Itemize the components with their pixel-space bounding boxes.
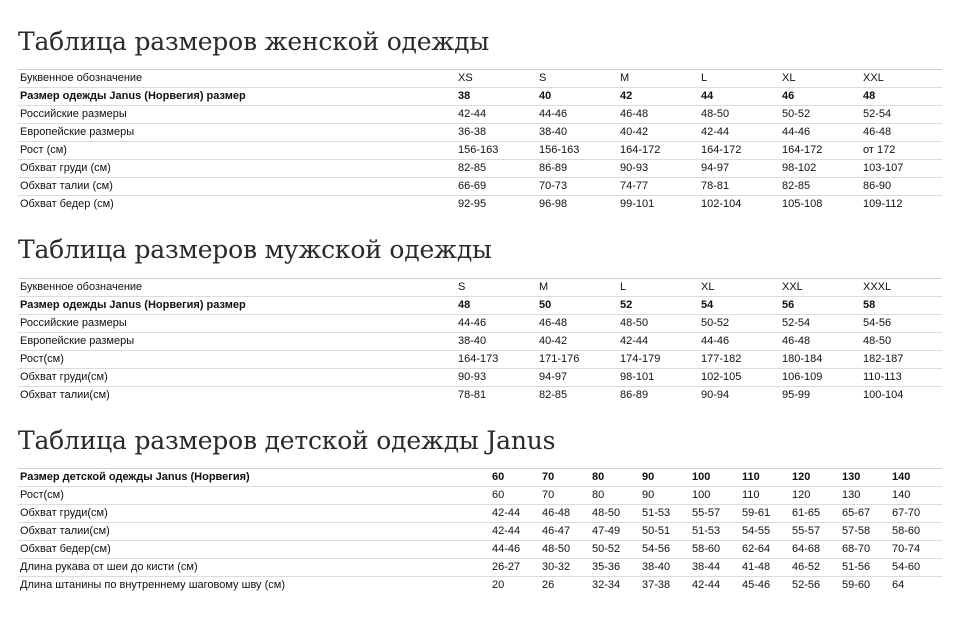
table-row [18,505,942,523]
size-value: 46-48 [540,505,590,523]
size-value: 106-109 [780,369,861,387]
size-value: 177-182 [699,351,780,369]
size-value: 70-73 [537,178,618,196]
row-label: Обхват бедер(см) [18,541,490,559]
size-value: 94-97 [537,369,618,387]
size-value: 98-101 [618,369,699,387]
size-value: 164-172 [618,142,699,160]
size-value: 99-101 [618,196,699,214]
row-label: Длина рукава от шеи до кисти (см) [18,559,490,577]
size-value: 44-46 [699,333,780,351]
size-value: 51-56 [840,559,890,577]
row-label: Обхват груди(см) [18,369,456,387]
size-value: 35-36 [590,559,640,577]
size-value: 48-50 [540,541,590,559]
size-value: 56 [780,297,861,315]
size-value: 26-27 [490,559,540,577]
size-value: S [456,279,537,297]
size-value: 66-69 [456,178,537,196]
size-value: 100-104 [861,387,942,405]
size-value: 44-46 [537,106,618,124]
size-value: 109-112 [861,196,942,214]
table-row [18,142,942,160]
size-value: 82-85 [537,387,618,405]
table-row [18,279,942,297]
size-value: S [537,70,618,88]
row-label: Обхват груди(см) [18,505,490,523]
size-value: 130 [840,469,890,487]
row-label: Европейские размеры [18,333,456,351]
table-row [18,523,942,541]
size-value: 86-90 [861,178,942,196]
size-value: 68-70 [840,541,890,559]
row-label: Рост(см) [18,487,490,505]
size-value: 38 [456,88,537,106]
size-value: 42-44 [699,124,780,142]
size-value: 54-56 [861,315,942,333]
size-value: 90-93 [618,160,699,178]
size-value: 52-54 [861,106,942,124]
size-value: 70 [540,469,590,487]
size-value: 110 [740,469,790,487]
size-value: 82-85 [456,160,537,178]
size-value: 74-77 [618,178,699,196]
size-value: 48 [861,88,942,106]
size-value: 44 [699,88,780,106]
size-value: 59-61 [740,505,790,523]
size-value: 67-70 [890,505,942,523]
row-label: Европейские размеры [18,124,456,142]
size-value: 100 [690,487,740,505]
men-size-title: Таблица размеров мужской одежды [18,235,492,264]
size-value: 90 [640,487,690,505]
size-value: 48-50 [699,106,780,124]
size-value: 156-163 [456,142,537,160]
size-value: 86-89 [618,387,699,405]
size-value: 38-40 [537,124,618,142]
size-value: 61-65 [790,505,840,523]
women-size-title: Таблица размеров женской одежды [18,27,490,56]
size-value: 110 [740,487,790,505]
size-value: 46-48 [618,106,699,124]
row-label: Размер одежды Janus (Норвегия) размер [18,297,456,315]
size-value: 80 [590,469,640,487]
size-value: 62-64 [740,541,790,559]
table-row [18,559,942,577]
size-value: 105-108 [780,196,861,214]
size-value: 47-49 [590,523,640,541]
size-value: 60 [490,469,540,487]
table-row [18,88,942,106]
table-row [18,160,942,178]
size-value: 46-48 [780,333,861,351]
size-value: 80 [590,487,640,505]
size-value: 50 [537,297,618,315]
size-value: 55-57 [690,505,740,523]
size-value: 38-44 [690,559,740,577]
size-value: 164-172 [780,142,861,160]
size-value: 51-53 [690,523,740,541]
table-row [18,333,942,351]
size-value: 52-56 [790,577,840,595]
size-value: 42-44 [490,505,540,523]
size-value: 90 [640,469,690,487]
size-value: 140 [890,469,942,487]
row-label: Рост (см) [18,142,456,160]
size-value: XL [780,70,861,88]
row-label: Размер одежды Janus (Норвегия) размер [18,88,456,106]
men-size-table [18,278,942,404]
size-value: L [699,70,780,88]
women-size-table [18,69,942,213]
size-value: 130 [840,487,890,505]
size-value: от 172 [861,142,942,160]
size-value: 46 [780,88,861,106]
table-row [18,106,942,124]
row-label: Российские размеры [18,106,456,124]
size-value: 58-60 [690,541,740,559]
row-label: Обхват талии (см) [18,178,456,196]
size-value: XL [699,279,780,297]
size-value: 82-85 [780,178,861,196]
size-value: 45-46 [740,577,790,595]
size-value: 44-46 [490,541,540,559]
size-value: 164-172 [699,142,780,160]
size-value: M [618,70,699,88]
size-value: 50-52 [590,541,640,559]
row-label: Буквенное обозначение [18,279,456,297]
size-value: 174-179 [618,351,699,369]
size-value: 32-34 [590,577,640,595]
size-value: 20 [490,577,540,595]
size-value: 41-48 [740,559,790,577]
size-value: 65-67 [840,505,890,523]
size-value: 57-58 [840,523,890,541]
row-label: Буквенное обозначение [18,70,456,88]
size-value: 102-104 [699,196,780,214]
size-value: 54-60 [890,559,942,577]
size-value: 42-44 [690,577,740,595]
size-value: 171-176 [537,351,618,369]
size-value: M [537,279,618,297]
row-label: Российские размеры [18,315,456,333]
size-value: 36-38 [456,124,537,142]
table-row [18,541,942,559]
size-value: 38-40 [456,333,537,351]
row-label: Обхват груди (см) [18,160,456,178]
size-value: 58 [861,297,942,315]
size-value: 54-55 [740,523,790,541]
kids-size-title: Таблица размеров детской одежды Janus [18,426,556,455]
table-row [18,469,942,487]
size-value: 42-44 [490,523,540,541]
size-value: 156-163 [537,142,618,160]
size-value: L [618,279,699,297]
size-value: 38-40 [640,559,690,577]
size-value: 98-102 [780,160,861,178]
women-size-section [18,22,942,213]
size-value: 120 [790,469,840,487]
size-value: 86-89 [537,160,618,178]
size-value: 44-46 [780,124,861,142]
row-label: Рост(см) [18,351,456,369]
size-value: 90-94 [699,387,780,405]
size-value: 70 [540,487,590,505]
size-value: 60 [490,487,540,505]
kids-size-table [18,468,942,594]
table-row [18,178,942,196]
size-value: 40-42 [618,124,699,142]
size-value: 50-52 [699,315,780,333]
table-row [18,487,942,505]
size-value: 94-97 [699,160,780,178]
size-value: 182-187 [861,351,942,369]
size-value: 40 [537,88,618,106]
size-value: 48 [456,297,537,315]
size-value: 59-60 [840,577,890,595]
size-value: 37-38 [640,577,690,595]
size-value: 30-32 [540,559,590,577]
size-value: 54 [699,297,780,315]
table-row [18,196,942,214]
size-value: 140 [890,487,942,505]
row-label: Обхват талии(см) [18,523,490,541]
table-row [18,577,942,595]
size-value: 90-93 [456,369,537,387]
row-label: Обхват талии(см) [18,387,456,405]
size-value: 100 [690,469,740,487]
size-value: 70-74 [890,541,942,559]
size-value: 54-56 [640,541,690,559]
table-row [18,70,942,88]
size-value: 42-44 [456,106,537,124]
size-value: 42-44 [618,333,699,351]
size-value: 92-95 [456,196,537,214]
size-value: 50-51 [640,523,690,541]
size-value: 46-48 [861,124,942,142]
men-size-section [18,230,942,404]
size-value: XS [456,70,537,88]
size-value: 44-46 [456,315,537,333]
size-value: 51-53 [640,505,690,523]
size-value: 78-81 [699,178,780,196]
size-value: 48-50 [861,333,942,351]
size-value: 52 [618,297,699,315]
size-value: 52-54 [780,315,861,333]
table-row [18,297,942,315]
size-value: 55-57 [790,523,840,541]
kids-size-section [18,421,942,594]
table-row [18,387,942,405]
table-row [18,369,942,387]
size-value: 78-81 [456,387,537,405]
size-value: 48-50 [590,505,640,523]
size-value: 46-52 [790,559,840,577]
size-value: 64-68 [790,541,840,559]
size-value: 180-184 [780,351,861,369]
size-value: 58-60 [890,523,942,541]
size-value: 50-52 [780,106,861,124]
size-value: 26 [540,577,590,595]
size-value: XXXL [861,279,942,297]
size-value: 48-50 [618,315,699,333]
row-label: Размер детской одежды Janus (Норвегия) [18,469,490,487]
size-value: 40-42 [537,333,618,351]
size-value: 164-173 [456,351,537,369]
size-value: 103-107 [861,160,942,178]
table-row [18,315,942,333]
size-value: XXL [861,70,942,88]
table-row [18,124,942,142]
size-value: 46-47 [540,523,590,541]
table-row [18,351,942,369]
size-value: 120 [790,487,840,505]
size-value: 95-99 [780,387,861,405]
size-value: 46-48 [537,315,618,333]
size-value: 64 [890,577,942,595]
size-value: 110-113 [861,369,942,387]
size-value: XXL [780,279,861,297]
row-label: Обхват бедер (см) [18,196,456,214]
row-label: Длина штанины по внутреннему шаговому шву (см) [18,577,490,595]
size-value: 102-105 [699,369,780,387]
size-value: 42 [618,88,699,106]
size-value: 96-98 [537,196,618,214]
